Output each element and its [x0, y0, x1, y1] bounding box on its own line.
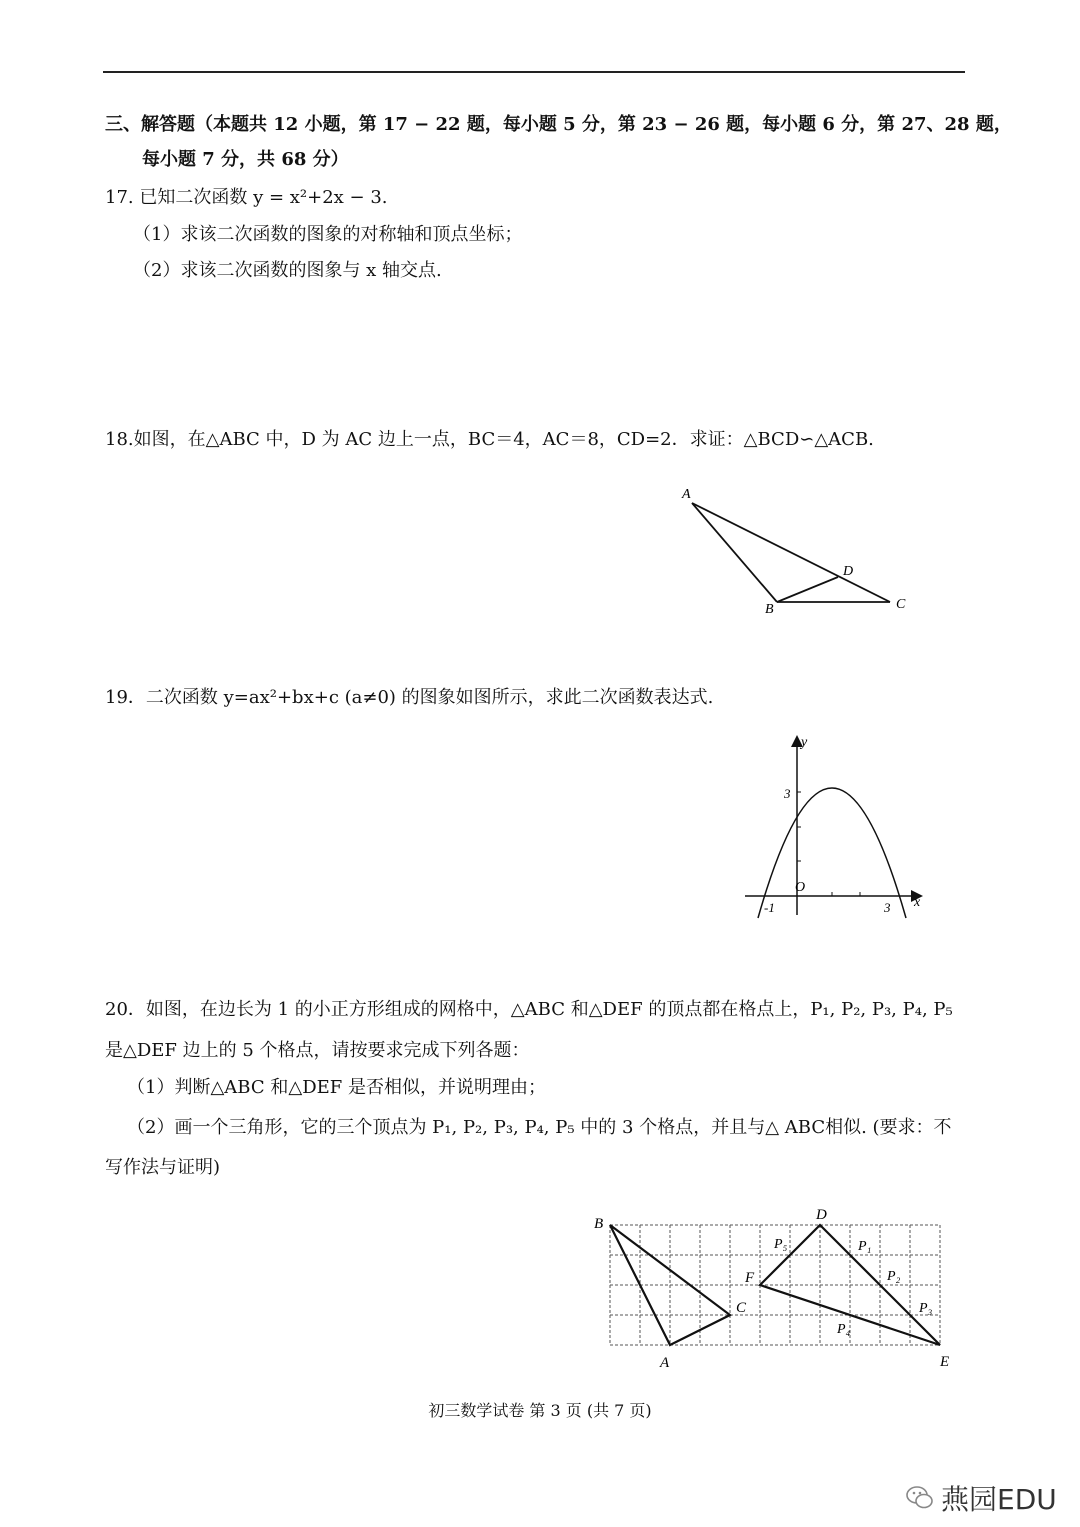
label-a: A	[660, 1355, 670, 1371]
q17-part1: （1）求该二次函数的图象的对称轴和顶点坐标；	[133, 224, 523, 245]
q19-parabola-graph	[740, 730, 940, 930]
top-rule	[103, 71, 965, 73]
label-e: E	[940, 1354, 950, 1370]
label-b: B	[594, 1216, 604, 1232]
label-p5: P₅	[774, 1237, 788, 1252]
q18-label-c: C	[896, 597, 906, 612]
section-heading-line1: 三、解答题（本题共 12 小题，第 17 − 22 题，每小题 5 分，第 23 − 26 题，每小题 6 分，第 27、28 题，	[105, 114, 1012, 135]
q18-stem: 18.如图，在△ABC 中，D 为 AC 边上一点，BC＝4，AC＝8，CD=2．求证：△BCD∽△ACB.	[105, 429, 874, 450]
q18-label-b: B	[765, 602, 774, 617]
label-y: y	[801, 735, 808, 750]
label-p4: P₄	[837, 1322, 851, 1337]
section-heading-line2: 每小题 7 分，共 68 分）	[142, 149, 349, 170]
label-x-3: 3	[884, 900, 891, 915]
label-d: D	[816, 1207, 827, 1223]
q18-triangle-figure	[670, 478, 920, 628]
label-c: C	[736, 1300, 747, 1316]
label-f: F	[745, 1270, 755, 1286]
q18-label-a: A	[682, 487, 691, 502]
parabola-curve	[758, 788, 906, 918]
watermark-text: 燕园EDU	[941, 1483, 1057, 1516]
label-p3: P₃	[919, 1301, 933, 1316]
label-origin: O	[795, 880, 806, 895]
label-x-neg1: -1	[764, 900, 775, 915]
q20-part1: （1）判断△ABC 和△DEF 是否相似，并说明理由；	[127, 1077, 546, 1098]
q20-part2: （2）画一个三角形，它的三个顶点为 P₁, P₂, P₃, P₄, P₅ 中的 3 个格点，并且与△ ABC相似. (要求：不	[127, 1117, 952, 1138]
q20-stem-line2: 是△DEF 边上的 5 个格点，请按要求完成下列各题：	[105, 1040, 530, 1061]
label-x: x	[914, 895, 921, 910]
watermark	[905, 1478, 1057, 1518]
q20-part2-cont: 写作法与证明)	[105, 1157, 221, 1178]
q17-part2: （2）求该二次函数的图象与 x 轴交点.	[133, 260, 442, 281]
q17-stem: 17. 已知二次函数 y = x²+2x − 3.	[105, 187, 388, 208]
label-y-3: 3	[784, 786, 791, 801]
q20-stem-line1: 20．如图，在边长为 1 的小正方形组成的网格中，△ABC 和△DEF 的顶点都在格点上，P₁, P₂, P₃, P₄, P₅	[105, 999, 953, 1020]
wechat-icon	[905, 1483, 935, 1513]
page-footer: 初三数学试卷 第 3 页 (共 7 页)	[428, 1401, 652, 1420]
label-p1: P₁	[858, 1239, 872, 1254]
q20-grid-figure	[585, 1200, 965, 1380]
q19-stem: 19．二次函数 y=ax²+bx+c (a≠0) 的图象如图所示，求此二次函数表达式.	[105, 687, 714, 708]
label-p2: P₂	[887, 1269, 901, 1284]
q18-label-d: D	[843, 564, 854, 579]
